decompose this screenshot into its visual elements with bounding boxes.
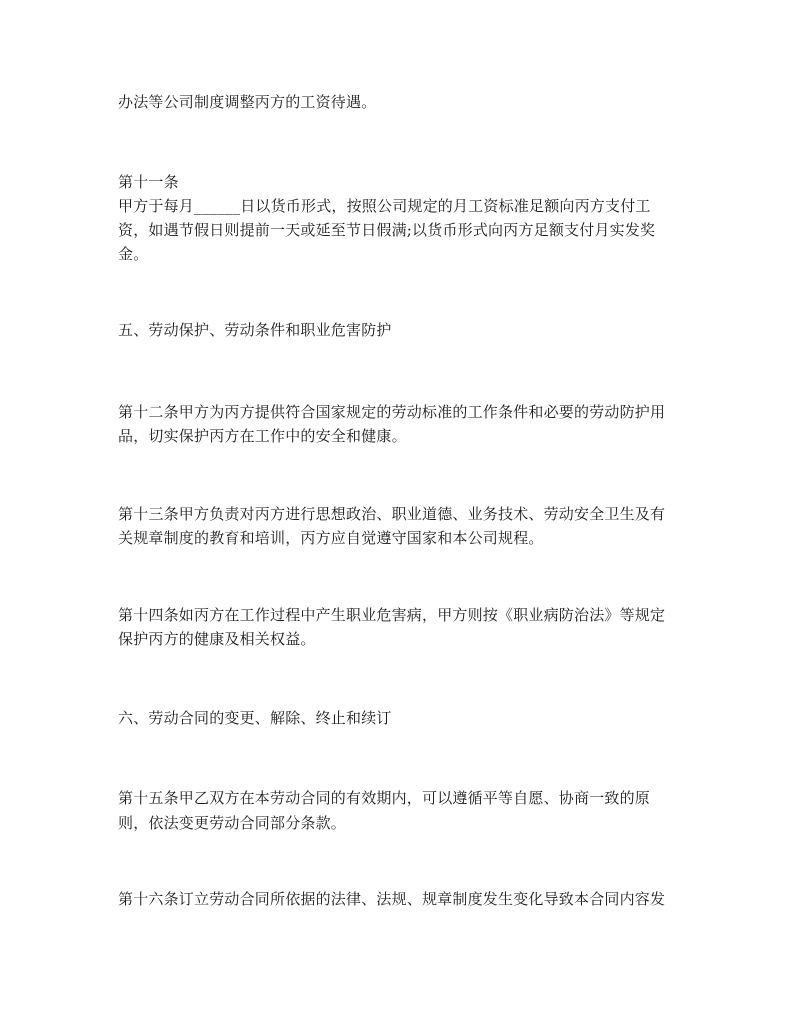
text-line: 第十五条甲乙双方在本劳动合同的有效期内，可以遵循平等自愿、协商一致的原 bbox=[118, 789, 651, 807]
text-line: 关规章制度的教育和培训，丙方应自觉遵守国家和本公司规程。 bbox=[118, 529, 544, 547]
text-line: 第十二条甲方为丙方提供符合国家规定的劳动标准的工作条件和必要的劳动防护用 bbox=[118, 403, 666, 421]
text-line: 第十三条甲方负责对丙方进行思想政治、职业道德、业务技术、劳动安全卫生及有 bbox=[118, 505, 666, 523]
text-line: 第十四条如丙方在工作过程中产生职业危害病，甲方则按《职业病防治法》等规定 bbox=[118, 606, 666, 624]
text-line: 则，依法变更劳动合同部分条款。 bbox=[118, 814, 347, 832]
text-line: 甲方于每月______日以货币形式，按照公司规定的月工资标准足额向丙方支付工 bbox=[118, 197, 651, 215]
text-line: 资，如遇节假日则提前一天或延至节日假满;以货币形式向丙方足额支付月实发奖 bbox=[118, 221, 656, 239]
text-line: 保护丙方的健康及相关权益。 bbox=[118, 630, 316, 648]
text-line: 金。 bbox=[118, 245, 149, 263]
text-line: 办法等公司制度调整丙方的工资待遇。 bbox=[118, 93, 377, 111]
text-line: 第十六条订立劳动合同所依据的法律、法规、规章制度发生变化导致本合同内容发 bbox=[118, 890, 666, 908]
article-heading: 第十一条 bbox=[118, 173, 179, 191]
section-heading: 五、劳动保护、劳动条件和职业危害防护 bbox=[118, 321, 392, 339]
text-line: 品，切实保护丙方在工作中的安全和健康。 bbox=[118, 427, 407, 445]
section-heading: 六、劳动合同的变更、解除、终止和续订 bbox=[118, 709, 392, 727]
